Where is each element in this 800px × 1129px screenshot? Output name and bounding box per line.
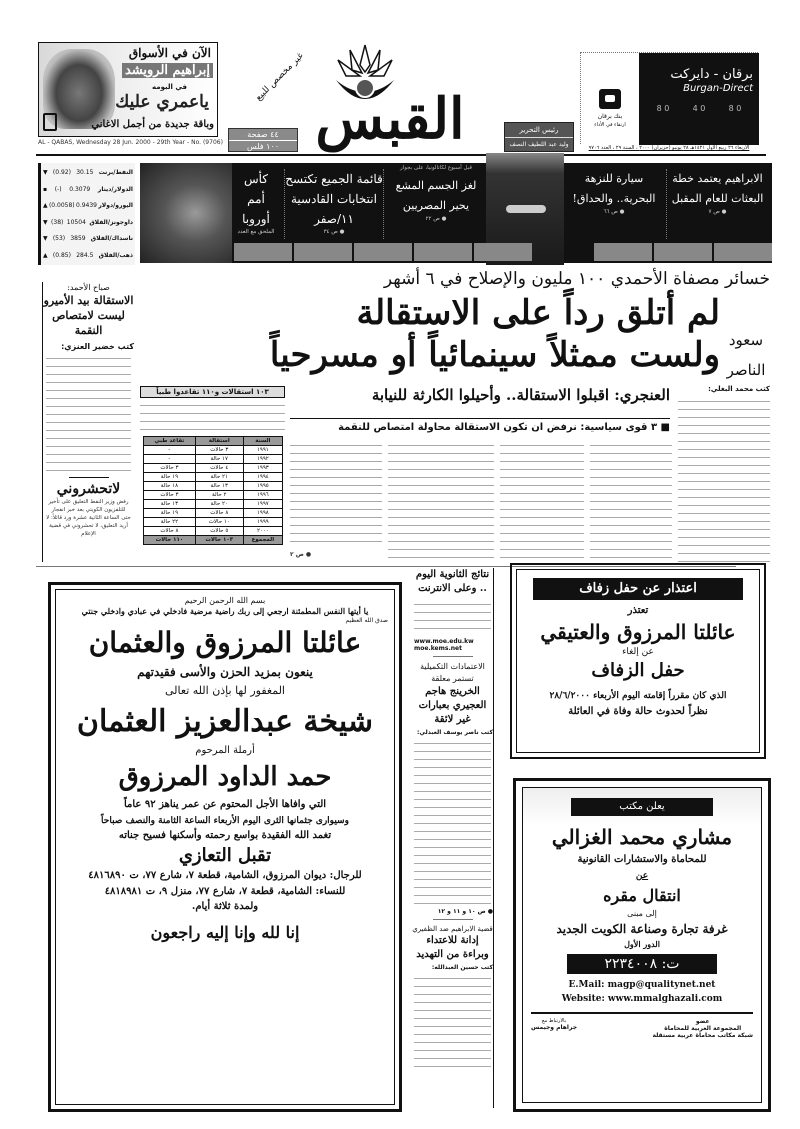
basmala: بسم الله الرحمن الرحيم	[184, 596, 266, 605]
index-cell[interactable]	[654, 243, 712, 261]
headline-kicker: خسائر مصفاة الأحمدي ١٠٠ مليون والإصلاح في ٦ أشهر	[383, 269, 770, 289]
album-ad[interactable]	[38, 42, 218, 137]
headline-main-2: ولست ممثلاً سينمائياً أو مسرحياً	[269, 335, 720, 375]
news-court-byline: كتب حسين العبدالله:	[431, 964, 493, 971]
story-byline: كتب محمد البغلي:	[708, 385, 770, 393]
index-cell[interactable]	[714, 243, 772, 261]
law-building: غرفة تجارة وصناعة الكويت الجديد	[556, 922, 728, 936]
sidebar-title: الاستقالة بيد الأميرو ليست لامتصاص النقمة	[43, 294, 134, 337]
table-row: ١٩٩٦ ٢ حالة ٣ حالات	[144, 491, 283, 500]
ticker-row: ▼ (0.92) 30.15 النفط/برنت	[43, 165, 133, 182]
bank-logo-area	[581, 53, 639, 145]
market-ticker	[38, 163, 135, 265]
law-desc: للمحاماة والاستشارات القانونية	[577, 854, 707, 865]
mourn-text: ينعون بمزيد الحزن والأسى فقيدتهم	[137, 665, 313, 679]
burgan-title-en: Burgan-Direct	[683, 83, 753, 94]
football-photo	[140, 163, 232, 263]
news-results-link-2[interactable]: moe.kems.net	[414, 645, 462, 652]
bank-name: بنك برقان	[597, 113, 623, 120]
logo-wordmark: القبس	[315, 86, 465, 152]
dash-icon: ▪	[43, 185, 48, 193]
table-row: ٢٠٠٠ ٥ حالات ٨ حالات	[144, 527, 283, 536]
newspaper-logo	[302, 40, 478, 152]
phone-3: 8 0	[728, 104, 742, 113]
stats-box	[140, 386, 285, 561]
news-results-link-1[interactable]: www.moe.edu.kw	[414, 638, 474, 645]
law-to: إلى مبنى	[627, 909, 657, 918]
news-court-title[interactable]: إدانة للاعتداء وبراءة من التهديد	[416, 935, 489, 960]
sidebar-byline: كتب خضير العنزي:	[61, 342, 134, 351]
editor-box	[504, 122, 574, 152]
arrow-down-icon: ▼	[43, 235, 48, 242]
ticker-row: ▼ (53) 3859 ناسداك/الفلاق	[43, 231, 133, 248]
news-credits-body	[414, 738, 491, 906]
burgan-phones	[639, 104, 759, 113]
burgan-title-ar: برقان - دايركت	[670, 67, 753, 82]
arrow-up-icon: ▲	[43, 202, 48, 209]
headline-speaker: سعود الناصر	[726, 331, 766, 379]
news-court-body	[414, 973, 491, 1073]
condolence-ad[interactable]	[48, 582, 402, 1112]
rule	[290, 418, 670, 419]
index-cell[interactable]	[414, 243, 472, 261]
law-website[interactable]: Website: www.mmalghazali.com	[561, 994, 723, 1004]
teaser-qadsia-elections[interactable]: قائمة الجميع تكتسح انتخابات القادسية ١١/صفر ● ص ٣٤	[284, 169, 384, 239]
stats-title: ١٠٣ استقالات و١١٠ تقاعدوا طبياً	[140, 386, 285, 398]
table-row: ١٩٩٣ ٤ حالات ٣ حالات	[144, 464, 283, 473]
masthead	[30, 30, 770, 152]
table-row: ١٩٩٥ ١٣ حالة ١٨ حالة	[144, 482, 283, 491]
rule	[433, 919, 473, 920]
editor-label: رئيس التحرير	[505, 123, 573, 138]
law-banner: يعلن مكتب	[571, 798, 713, 816]
arrow-up-icon: ▲	[43, 251, 48, 259]
late-text: المغفور لها بإذن الله تعالى	[165, 684, 285, 697]
rule	[433, 656, 473, 657]
bank-slogan: ارتقاء في الأداء	[594, 122, 626, 128]
quran-verse-end: صدق الله العظيم	[345, 617, 388, 624]
price: ١٠٠ فلس	[246, 142, 280, 151]
teaser-euro-cup[interactable]: كأس أمم أوروبا الملحق مع العدد	[237, 172, 275, 235]
album-ad-tagline: وباقة جديدة من أجمل الاغاني	[91, 119, 214, 130]
rule	[69, 477, 109, 478]
news-credits-ref[interactable]: ● ص ١٠ و ١١ و ١٢	[437, 908, 493, 915]
teaser-boat-car[interactable]: سيارة للنزهة البحرية.. والحداق! ● ص ٦٦	[572, 172, 656, 215]
story-body-col1	[678, 396, 770, 566]
law-member-block: عضو المجموعة العربية للمحاماة شبكة مكاتب محاماة عربية مستقلة	[652, 1018, 753, 1039]
phone-2: 4 0	[692, 104, 706, 113]
sidebar-kicker: صباح الأحمد:	[67, 283, 110, 292]
teaser-strip	[140, 163, 772, 263]
arrow-down-icon: ▼	[43, 218, 48, 226]
age-text: التي وافاها الأجل المحتوم عن عمر يناهز ٩٢ عاماً	[123, 799, 327, 810]
index-cell[interactable]	[354, 243, 412, 261]
sidebar-second-text: رفض وزير النفط التعليق على تأخير للتلفزيون الكويتي بعد خبر انفجار حتى الساعة الثانية عشرة ورد قائلاً: لا أريد التعليق، لا تحشروني في قضية الإعلام	[46, 499, 131, 537]
phone-1: 8 0	[656, 104, 670, 113]
index-cell[interactable]	[594, 243, 652, 261]
apology-event: حفل الزفاف	[591, 660, 685, 681]
law-event: انتقال مقره	[603, 886, 681, 905]
album-ad-title: ياعمري عليك	[115, 92, 209, 112]
funeral-text: وسيوارى جثمانها الثرى اليوم الأربعاء الساعة الثامنة والنصف صباحاً	[101, 816, 349, 826]
table-row: ١٩٩٤ ٢١ حالة ١٩ حالة	[144, 473, 283, 482]
news-credits-title[interactable]: الخرينج هاجم العجيري بعبارات غير لائقة	[418, 686, 487, 725]
law-name: مشاري محمد الغزالي	[551, 825, 733, 849]
album-ad-line1: الآن في الأسواق	[128, 46, 211, 60]
english-dateline: AL - QABAS, Wednesday 28 Jun. 2000 - 29th Year - No. (9706)	[38, 139, 223, 146]
story-body-col3	[500, 440, 584, 562]
apology-reason: نظراً لحدوث حالة وفاة في العائلة	[568, 706, 708, 717]
burgan-bank-ad[interactable]	[580, 52, 758, 144]
subhead-anjari: العنجري: اقبلوا الاستقالة.. وأحيلوا الكارثة للنيابة	[371, 386, 670, 404]
table-row: ١٩٩٢ ١٧ حالة -	[144, 455, 283, 464]
page-count: ٤٤ صفحة	[229, 129, 297, 141]
law-email[interactable]: E.Mail: magp@qualitynet.net	[568, 980, 716, 990]
bank-logo-icon	[599, 89, 621, 109]
ticker-row: ▲ (0.85) 284.5 ذهب/الفلاق	[43, 248, 133, 265]
not-for-sale-stamp: غير مخصص للبيع	[253, 51, 306, 103]
women-venue: للنساء: الشامية، قطعة ٧، شارع ٧٧، منزل ٩، ت ٤٨١٨٩٨١	[104, 886, 346, 897]
table-total-row: المجموع ١٠٣ حالات ١١٠ حالات	[144, 536, 283, 545]
news-credits-kicker: الاعتمادات التكميلية تستمر معلقة	[420, 662, 485, 683]
table-row: ١٩٩٧ ٢٠ حالة ١٣ حالة	[144, 500, 283, 509]
law-about: عن	[635, 871, 649, 881]
sidebar-second-title: لاتحشروني	[56, 481, 121, 497]
masthead-rule	[36, 154, 766, 156]
left-sidebar	[42, 282, 134, 562]
duration: ولمدة ثلاثة أيام.	[191, 901, 259, 912]
apology-about: عن إلغاء	[622, 647, 654, 657]
news-results-title[interactable]: نتائج الثانوية اليوم .. وعلى الانترنت	[415, 569, 490, 594]
index-cell[interactable]	[294, 243, 352, 261]
story-body-col2	[590, 440, 672, 562]
apology-families: عائلتا المرزوق والعتيقي	[540, 620, 736, 644]
arrow-down-icon: ▼	[43, 169, 48, 176]
burgan-direct-panel	[639, 53, 759, 145]
wedding-apology-ad[interactable]	[510, 563, 766, 759]
law-phone[interactable]: ت: ٢٢٣٤٠٠٨	[567, 954, 717, 974]
quran-verse: يا أيتها النفس المطمئنة ارجعي إلى ربك راضية مرضية فادخلي في عبادي وادخلي جنتي	[81, 606, 369, 616]
news-court-kicker: قضية الابراهيم ضد الظفيري	[412, 925, 493, 933]
record-label-logo	[43, 113, 57, 131]
condolences-title: تقبل التعازي	[178, 845, 272, 866]
news-credits-byline: كتب ناصر يوسف العبدلي:	[417, 729, 493, 736]
subhead-political-forces: ■ ٣ قوى سياسية: نرفض ان تكون الاستقالة محاولة امتصاص للنقمة	[338, 422, 670, 433]
page-count-box	[228, 128, 298, 152]
apology-verb: تعتذر	[627, 605, 649, 616]
husband-name: حمد الداود المرزوق	[118, 762, 332, 792]
teaser-radioactive-body[interactable]: قبل أسبوع لكاتالونيا، على بجوار لغز الجسم المشع يحير المصريين ● ص ٢٢	[395, 165, 477, 222]
index-cells	[234, 243, 772, 261]
teaser-scholarships[interactable]: الابراهيم يعتمد خطة البعثات للعام المقبل ● ص ٧	[666, 169, 768, 239]
rule	[531, 1012, 753, 1014]
law-office-ad[interactable]	[513, 778, 771, 1112]
table-row: ١٩٩٨ ٨ حالات ١٩ حالة	[144, 509, 283, 518]
headline-main-1: لم أتلق رداً على الاستقالة	[356, 293, 720, 333]
index-cell[interactable]	[474, 243, 532, 261]
story-page-ref[interactable]: ● ص ٢	[290, 551, 312, 558]
arabic-dateline: الأربعاء ٢٦ ربيع الأول ١٤٢١هـ ٢٨ يونيو (حزيران) ٢٠٠٠ ، السنة ٢٩ ، العدد ٩٧٠٦	[588, 145, 750, 151]
stats-table: السنة استقالة تقاعد طبي ١٩٩١ ٣ حالات - ١٩٩٢ ١٧ حالة - ١٩٩٣ ٤ حالات ٣ حالات ١٩٩٤ ٢١ حالة ١٩ حالة ١٩٩٥ ١٣ حالة ١٨ حالة ١٩٩٦ ٢ حالة ٣ حالات ١٩٩٧ ٢٠ حالة ١٣ حالة ١٩٩٨ ٨ حالات ١٩ حالة ١٩٩٩ ١٠ حالات ٢٢ حالة ٢٠٠٠ ٥ حالات ٨ حالات المجموع ١٠٣ حالات ١١٠ حالات	[143, 436, 283, 545]
story-body-col5	[290, 440, 382, 548]
story-body-col4	[388, 440, 494, 558]
ticker-row: ▲ (0.0058) 0.9439 اليورو/دولار	[43, 198, 133, 215]
news-column	[412, 568, 494, 1108]
news-results-body	[414, 599, 491, 635]
table-row: ١٩٩١ ٣ حالات -	[144, 446, 283, 455]
law-floor: الدور الأول	[624, 939, 660, 949]
closing-verse: إنا لله وإنا إليه راجعون	[150, 923, 300, 942]
law-partner-block: بالارتباط مع جراهام وجيمس	[531, 1018, 578, 1031]
families-name: عائلتا المرزوق والعثمان	[88, 626, 362, 659]
album-ad-label: في البومه	[152, 83, 187, 91]
stats-intro	[140, 400, 285, 436]
men-venue: للرجال: ديوان المرزوق، الشامية، قطعة ٧، شارع ٧٧، ت ٤٨١٦٨٩٠	[88, 870, 362, 881]
widow-of: أرملة المرحوم	[195, 745, 255, 756]
apology-banner: اعتذار عن حفل زفاف	[533, 578, 743, 600]
album-ad-artist: إبراهيم الرويشد	[122, 63, 213, 78]
index-cell[interactable]	[234, 243, 292, 261]
ticker-row: ▪ (-) 0.3079 الدولار/دينار	[43, 182, 133, 199]
sidebar-body	[46, 353, 131, 475]
deceased-name: شيخة عبدالعزيز العثمان	[76, 704, 374, 739]
apology-detail: الذي كان مقرراً إقامته اليوم الأربعاء ٢٨/٦/٢٠٠٠	[549, 691, 727, 701]
ticker-row: ▼ (38) 10504 داوجونز/الفلاق	[43, 215, 133, 232]
prayer-text: تغمد الله الفقيدة بواسع رحمته وأسكنها فسيح جناته	[118, 830, 332, 841]
editor-name: وليد عبد اللطيف النصف	[509, 141, 569, 148]
table-row: ١٩٩٩ ١٠ حالات ٢٢ حالة	[144, 518, 283, 527]
